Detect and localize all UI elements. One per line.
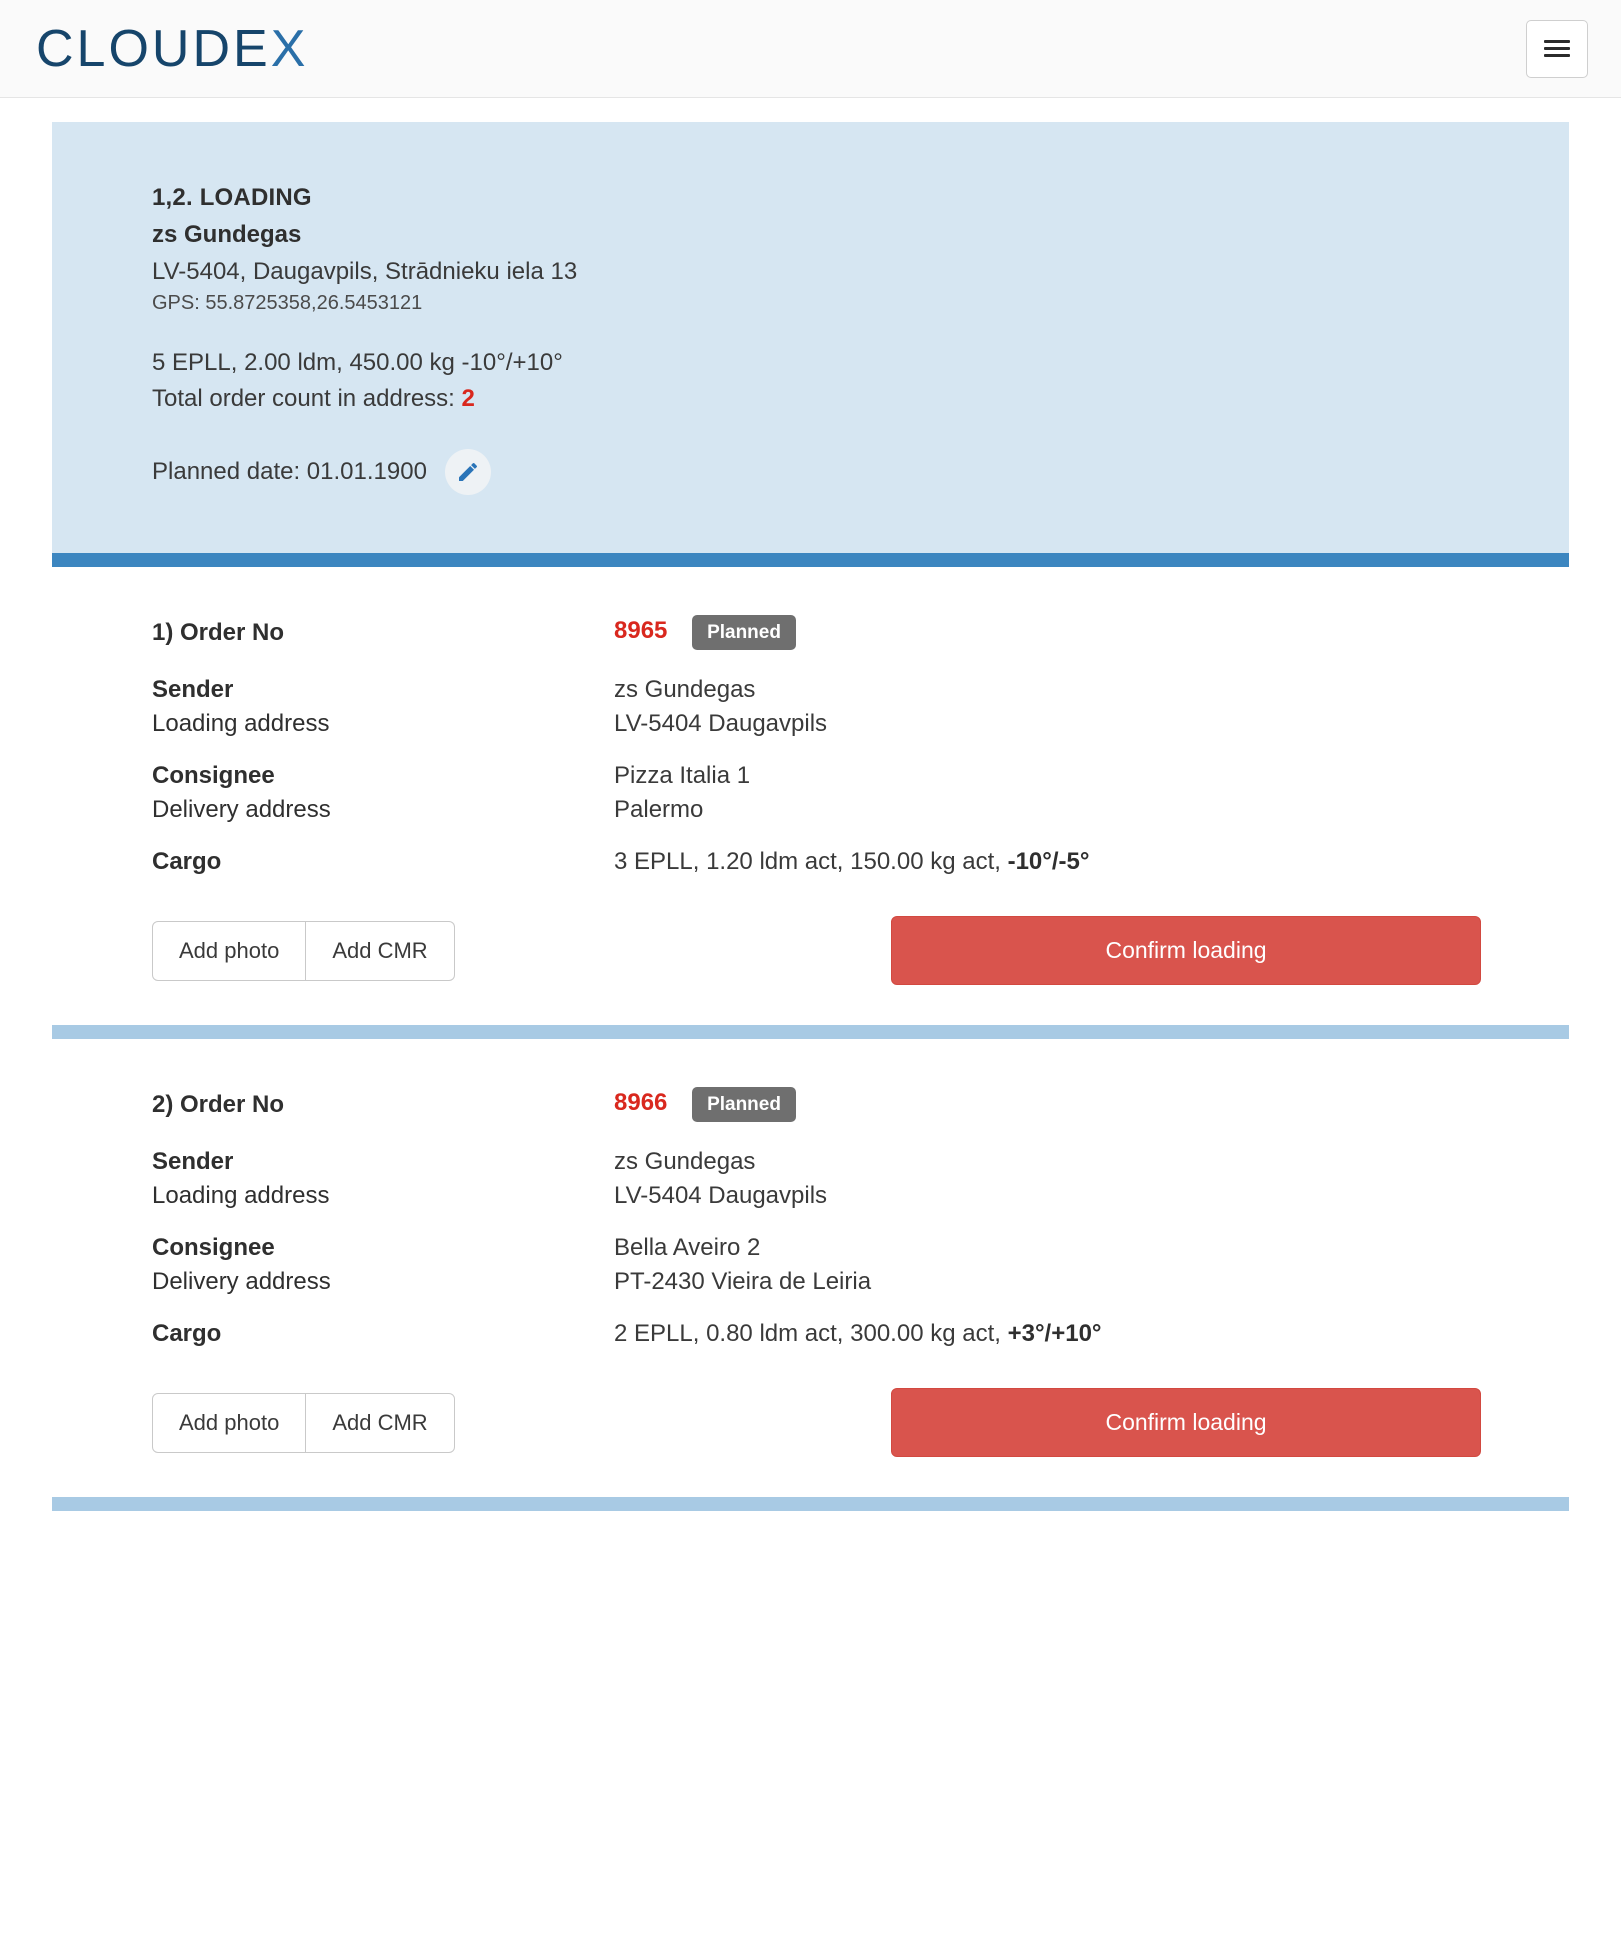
add-cmr-button[interactable]: Add CMR (306, 921, 454, 981)
consignee-label: Consignee (152, 762, 275, 789)
sender-value: zs Gundegas (614, 676, 756, 703)
order-number-row (152, 1087, 1481, 1122)
cargo-main: 2 EPLL, 0.80 ldm act, 300.00 kg act, (614, 1320, 1008, 1347)
add-photo-button[interactable]: Add photo (152, 1393, 306, 1453)
delivery-address-row (152, 1268, 1481, 1296)
order-number: 8966 (614, 1089, 668, 1116)
loading-order-count-label: Total order count in address: (152, 385, 455, 412)
consignee-label: Consignee (152, 1234, 275, 1261)
order-row (52, 567, 1569, 1025)
hamburger-menu-icon (1544, 36, 1570, 61)
order-actions (152, 916, 1481, 985)
delivery-address-label: Delivery address (152, 1268, 331, 1295)
cargo-temperature: +3°/+10° (1007, 1320, 1102, 1347)
loading-address-row (152, 710, 1481, 738)
loading-address-label: Loading address (152, 710, 330, 737)
sender-label: Sender (152, 676, 234, 703)
confirm-loading-button[interactable]: Confirm loading (891, 1388, 1481, 1457)
consignee-value: Bella Aveiro 2 (614, 1234, 761, 1261)
order-index-label: 1) Order No (152, 618, 285, 646)
planned-date-row (152, 449, 1569, 495)
pencil-icon (456, 460, 480, 484)
loading-company: zs Gundegas (152, 221, 302, 248)
add-cmr-button[interactable]: Add CMR (306, 1393, 454, 1453)
consignee-row (152, 1234, 1481, 1262)
cargo-main: 3 EPLL, 1.20 ldm act, 150.00 kg act, (614, 848, 1008, 875)
edit-planned-date-button[interactable] (445, 449, 491, 495)
cargo-temperature: -10°/-5° (1007, 848, 1090, 875)
attachment-button-group (152, 1393, 455, 1453)
delivery-address-label: Delivery address (152, 796, 331, 823)
delivery-address-value: PT-2430 Vieira de Leiria (614, 1268, 872, 1295)
app-logo-text: CLOUDE (36, 19, 271, 78)
consignee-value: Pizza Italia 1 (614, 762, 751, 789)
section-divider-secondary (52, 1025, 1569, 1039)
sender-label: Sender (152, 1148, 234, 1175)
cargo-label: Cargo (152, 1320, 222, 1347)
delivery-address-row (152, 796, 1481, 824)
loading-address-value: LV-5404 Daugavpils (614, 1182, 828, 1209)
confirm-loading-button[interactable]: Confirm loading (891, 916, 1481, 985)
status-badge: Planned (692, 615, 796, 650)
attachment-button-group (152, 921, 455, 981)
section-divider-footer (52, 1497, 1569, 1511)
order-number: 8965 (614, 617, 668, 644)
loading-address-row (152, 1182, 1481, 1210)
status-badge: Planned (692, 1087, 796, 1122)
loading-address-label: Loading address (152, 1182, 330, 1209)
cargo-value (614, 848, 1089, 876)
order-actions (152, 1388, 1481, 1457)
order-number-row (152, 615, 1481, 650)
delivery-address-value: Palermo (614, 796, 704, 823)
add-photo-button[interactable]: Add photo (152, 921, 306, 981)
cargo-row (152, 1320, 1481, 1348)
order-row (52, 1039, 1569, 1497)
cargo-value (614, 1320, 1102, 1348)
cargo-label: Cargo (152, 848, 222, 875)
loading-cargo-summary: 5 EPLL, 2.00 ldm, 450.00 kg -10°/+10° (152, 349, 563, 376)
sender-row (152, 676, 1481, 704)
order-number-wrap (614, 615, 796, 650)
sender-row (152, 1148, 1481, 1176)
app-logo (36, 19, 309, 78)
sender-value: zs Gundegas (614, 1148, 756, 1175)
loading-summary-panel (52, 122, 1569, 553)
app-header (0, 0, 1621, 98)
hamburger-menu-button[interactable] (1526, 20, 1588, 78)
loading-order-count (152, 385, 1569, 413)
loading-title: 1,2. LOADING (152, 184, 312, 211)
loading-gps: GPS: 55.8725358,26.5453121 (152, 292, 423, 314)
loading-address: LV-5404, Daugavpils, Strādnieku iela 13 (152, 258, 578, 285)
order-number-wrap (614, 1087, 796, 1122)
page-body (0, 98, 1621, 1511)
order-index-label: 2) Order No (152, 1090, 285, 1118)
cargo-row (152, 848, 1481, 876)
section-divider-primary (52, 553, 1569, 567)
loading-order-count-value: 2 (461, 385, 475, 412)
consignee-row (152, 762, 1481, 790)
app-logo-accent: X (270, 19, 309, 78)
planned-date-label: Planned date: 01.01.1900 (152, 458, 427, 485)
loading-address-value: LV-5404 Daugavpils (614, 710, 828, 737)
loading-card (52, 122, 1569, 1511)
